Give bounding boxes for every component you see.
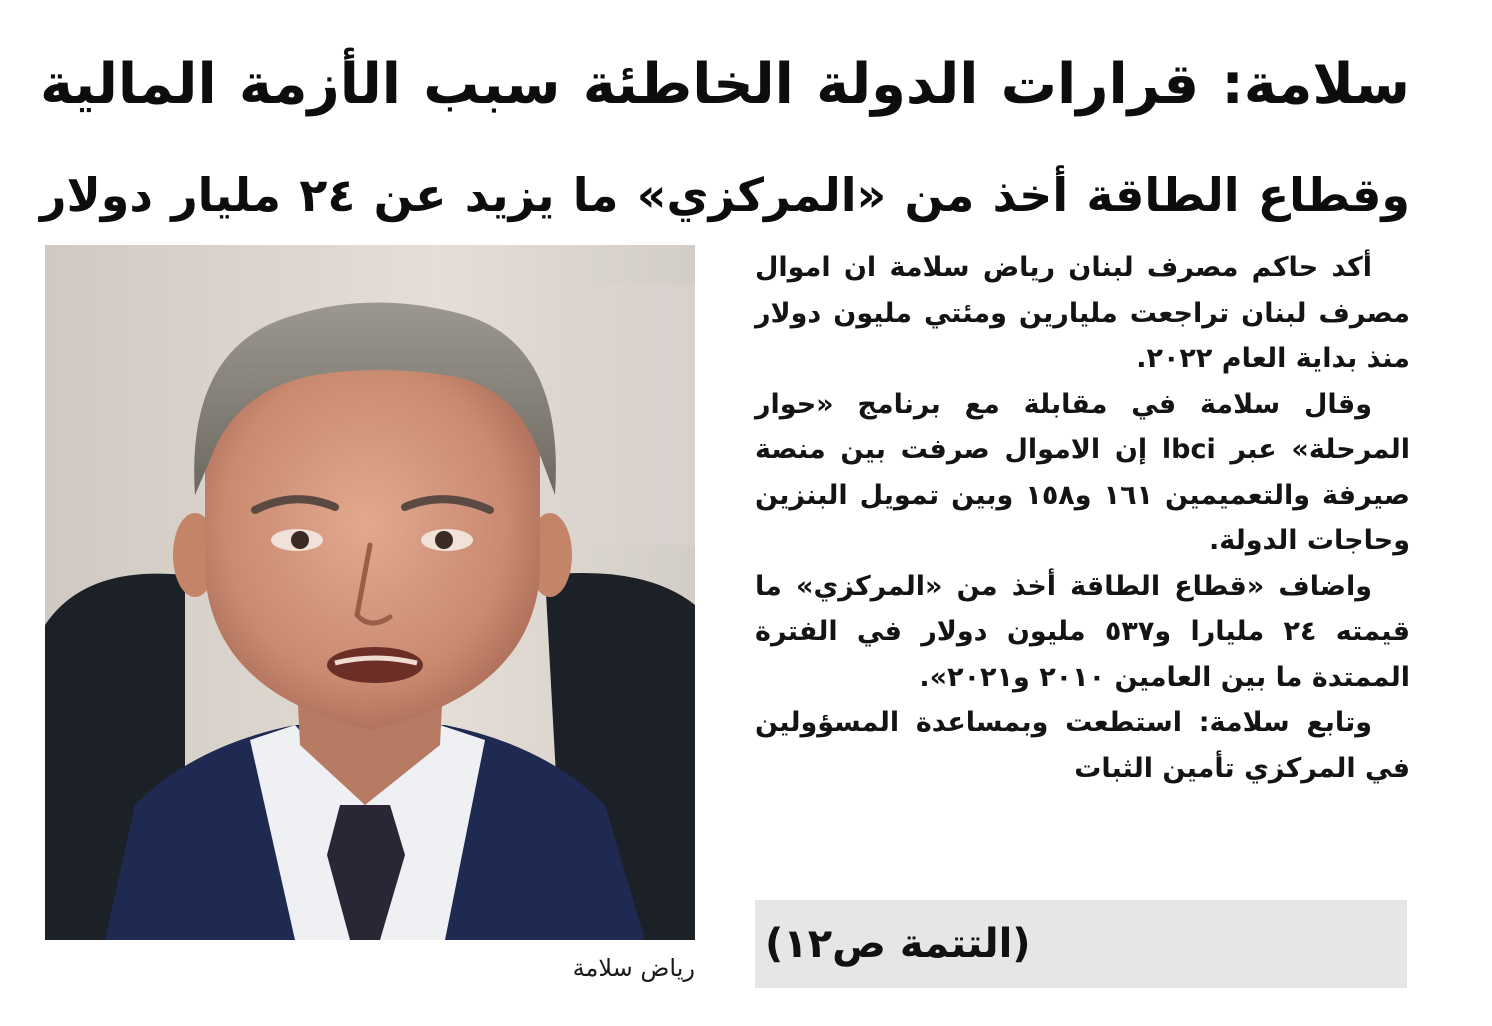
continued-label: (التتمة ص١٢) <box>765 921 1031 967</box>
continued-box <box>755 900 1407 988</box>
pupil-left <box>291 531 309 549</box>
mouth <box>327 647 423 683</box>
article-paragraph-1: أكد حاكم مصرف لبنان رياض سلامة ان اموال مصرف لبنان تراجعت مليارين ومئتي مليون دولار منذ بداية العام ٢٠٢٢. <box>755 252 1410 374</box>
article-paragraph-4: وتابع سلامة: استطعت وبمساعدة المسؤولين في المركزي تأمين الثبات <box>755 707 1410 784</box>
photo-caption: رياض سلامة <box>572 954 695 982</box>
headline-line-2: وقطاع الطاقة أخذ من «المركزي» ما يزيد عن ٢٤ مليار دولار <box>40 168 1410 222</box>
pupil-right <box>435 531 453 549</box>
headline <box>40 30 1410 250</box>
article-paragraph-2: وقال سلامة في مقابلة مع برنامج «حوار المرحلة» عبر lbci إن الاموال صرفت بين منصة صيرفة والتعميمين ١٦١ و١٥٨ وبين تمويل البنزين وحاجات الدولة. <box>755 388 1411 556</box>
headline-line-1: سلامة: قرارات الدولة الخاطئة سبب الأزمة المالية <box>40 52 1410 117</box>
article-body <box>755 245 1410 791</box>
portrait-illustration <box>45 245 695 940</box>
article-paragraph-3: واضاف «قطاع الطاقة أخذ من «المركزي» ما قيمته ٢٤ مليارا و٥٣٧ مليون دولار في الفترة الممتدة ما بين العامين ٢٠١٠ و٢٠٢١». <box>755 570 1410 693</box>
background-window <box>565 285 695 545</box>
portrait-photo <box>45 245 695 940</box>
